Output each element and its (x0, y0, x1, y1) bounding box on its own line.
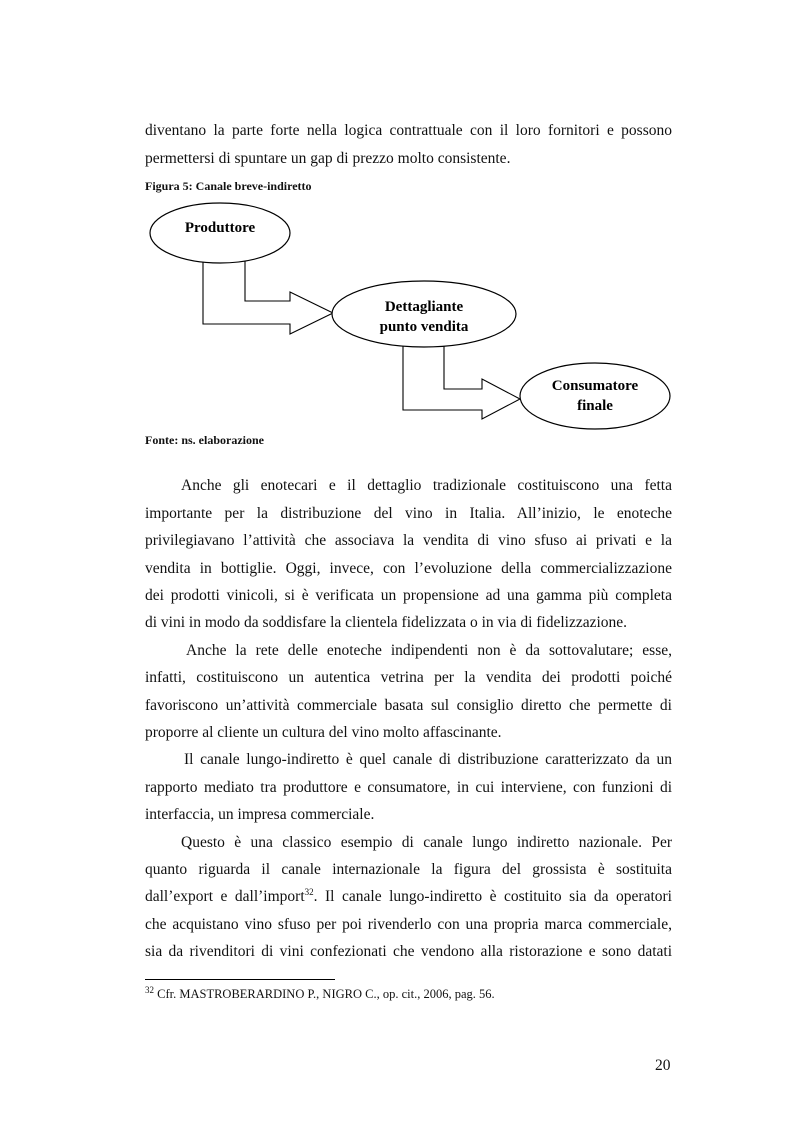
arrow-producer-to-retailer (203, 258, 333, 334)
footnote (145, 984, 495, 1002)
body-text-line: che acquistano vino sfuso per poi rivenderlo con una propria marca commerciale, (145, 916, 672, 933)
body-text-line: interfaccia, un impresa commerciale. (145, 806, 375, 823)
node-consumatore-label-2: finale (577, 398, 613, 414)
body-text-line: di vini in modo da soddisfare la clientela fidelizzata o in via di fidelizzazione. (145, 614, 628, 631)
footnote-separator (145, 979, 335, 980)
figure-caption: Figura 5: Canale breve-indiretto (145, 179, 312, 193)
body-text-line: Il canale lungo-indiretto è quel canale di distribuzione caratterizzato da un (184, 751, 672, 768)
text-segment: . Il canale lungo-indiretto è costituito sia da operatori (313, 888, 672, 905)
body-text-line: infatti, costituiscono un autentica vetrina per la vendita dei prodotti poiché (145, 669, 672, 686)
node-consumatore-label-1: Consumatore (551, 378, 639, 394)
body-text-line: rapporto mediato tra produttore e consumatore, in cui interviene, con funzioni di (145, 779, 672, 796)
text-segment: dall’export e dall’import (145, 888, 305, 905)
node-produttore-label: Produttore (184, 220, 256, 236)
body-text-line: favoriscono un’attività commerciale basata sul consiglio diretto che permette di (145, 697, 672, 714)
body-text-line: Anche la rete delle enoteche indipendenti non è da sottovalutare; esse, (186, 642, 672, 659)
node-dettagliante-label-2: punto vendita (379, 319, 469, 335)
arrow-retailer-to-consumer (403, 346, 520, 419)
body-text-line: importante per la distribuzione del vino in Italia. All’inizio, le enoteche (145, 505, 672, 522)
body-text-line: vendita in bottiglie. Oggi, invece, con l’evoluzione della commercializzazione (145, 560, 672, 577)
body-text-line: diventano la parte forte nella logica contrattuale con il loro fornitori e possono (145, 122, 672, 139)
node-dettagliante-label-1: Dettagliante (384, 299, 464, 315)
footnote-number: 32 (145, 984, 154, 995)
body-text-line: dei prodotti vinicoli, si è verificata un propensione ad una gamma più completa (145, 587, 672, 604)
footnote-text: Cfr. MASTROBERARDINO P., NIGRO C., op. cit., 2006, pag. 56. (154, 987, 495, 1001)
body-text-line: permettersi di spuntare un gap di prezzo molto consistente. (145, 150, 511, 167)
figure-source: Fonte: ns. elaborazione (145, 433, 264, 447)
footnote-reference[interactable]: 32 (304, 886, 314, 897)
body-text-line: quanto riguarda il canale internazionale la figura del grossista è sostituita (145, 861, 672, 878)
body-text-line: proporre al cliente un cultura del vino molto affascinante. (145, 724, 502, 741)
body-text-line: sia da rivenditori di vini confezionati che vendono alla ristorazione e sono datati (145, 943, 672, 960)
body-text-line: Questo è una classico esempio di canale lungo indiretto nazionale. Per (181, 834, 672, 851)
page-number: 20 (655, 1057, 671, 1074)
body-text-line: privilegiavano l’attività che associava la vendita di vino sfuso ai privati e la (145, 532, 672, 549)
channel-diagram (0, 0, 794, 460)
body-text-line (145, 888, 672, 906)
node-consumatore (520, 363, 670, 429)
body-text-line: Anche gli enotecari e il dettaglio tradizionale costituiscono una fetta (181, 477, 672, 494)
